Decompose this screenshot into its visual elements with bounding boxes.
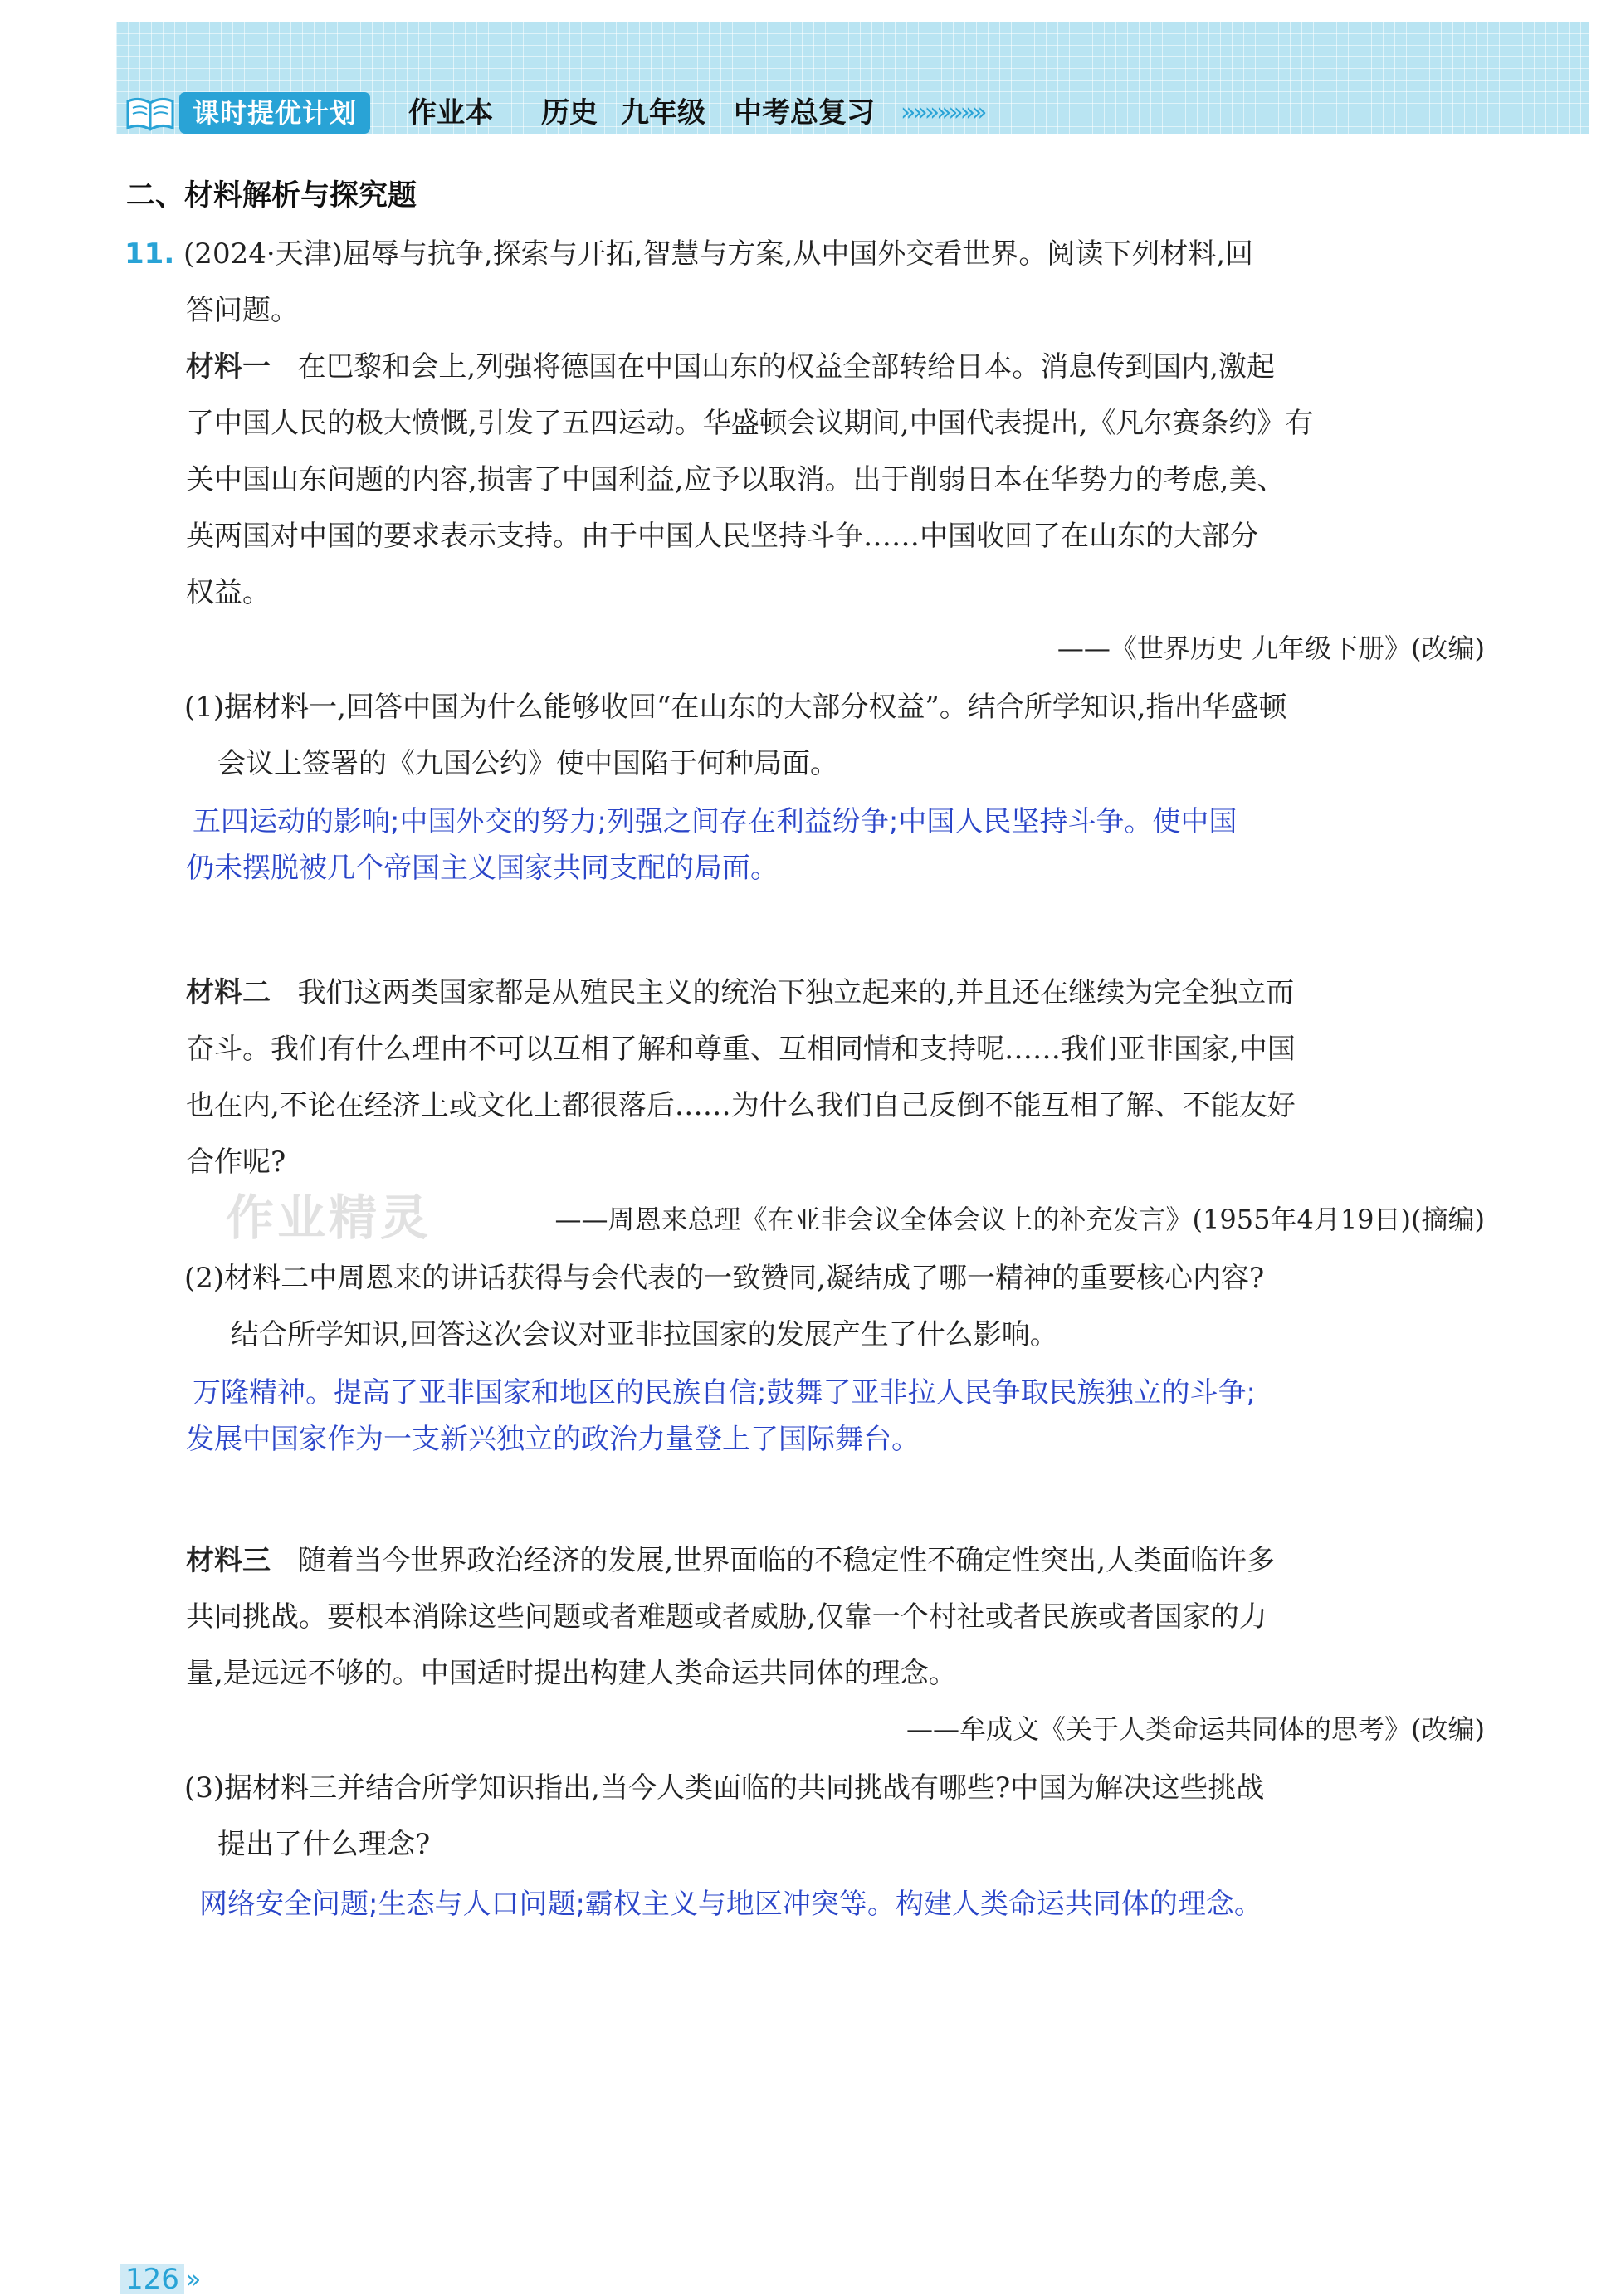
material3-line-3: 量,是远远不够的。中国适时提出构建人类命运共同体的理念。 — [186, 1657, 957, 1690]
header-grade: 九年级 — [621, 96, 705, 129]
q3-line-2: 提出了什么理念? — [217, 1828, 431, 1861]
section-title: 二、材料解析与探究题 — [126, 179, 417, 213]
page-number — [120, 2264, 196, 2294]
material1-line-5: 权益。 — [186, 576, 271, 609]
material1-line-1 — [186, 344, 1275, 384]
material1-text: 在巴黎和会上,列强将德国在中国山东的权益全部转给日本。消息传到国内,激起 — [297, 350, 1276, 383]
material3-line-2: 共同挑战。要根本消除这些问题或者难题或者威胁,仅靠一个村社或者民族或者国家的力 — [186, 1600, 1267, 1634]
question-intro-text: (2024·天津)屈辱与抗争,探索与开拓,智慧与方案,从中国外交看世界。阅读下列材料,回 — [183, 237, 1254, 271]
brand-name: 课时提优计划 — [179, 92, 370, 134]
open-book-icon — [124, 93, 176, 133]
header-subtitle: 作业本 — [408, 96, 493, 129]
watermark: 作业精灵 — [226, 1190, 432, 1246]
header-arrows-icon: »»»»»»» — [901, 98, 984, 127]
material2-line-2: 奋斗。我们有什么理由不可以互相了解和尊重、互相同情和支持呢……我们亚非国家,中国 — [186, 1033, 1296, 1066]
question-intro-line-1 — [124, 231, 1253, 271]
q2-answer-line-1: 万隆精神。提高了亚非国家和地区的民族自信;鼓舞了亚非拉人民争取民族独立的斗争; — [193, 1376, 1256, 1409]
material1-source: ——《世界历史 九年级下册》(改编) — [1057, 633, 1485, 664]
material2-line-1 — [186, 970, 1294, 1010]
q3-line-1: (3)据材料三并结合所学知识指出,当今人类面临的共同挑战有哪些?中国为解决这些挑战 — [184, 1771, 1265, 1805]
q2-line-2: 结合所学知识,回答这次会议对亚非拉国家的发展产生了什么影响。 — [231, 1318, 1058, 1351]
material3-line-1 — [186, 1537, 1275, 1578]
material1-label: 材料一 — [186, 350, 271, 383]
material3-label: 材料三 — [186, 1544, 271, 1577]
q2-answer-line-2: 发展中国家作为一支新兴独立的政治力量登上了国际舞台。 — [186, 1423, 920, 1456]
q1-answer-line-1: 五四运动的影响;中国外交的努力;列强之间存在利益纷争;中国人民坚持斗争。使中国 — [193, 805, 1238, 838]
header-series: 中考总复习 — [734, 96, 875, 129]
brand-logo — [124, 91, 370, 134]
q1-line-1: (1)据材料一,回答中国为什么能够收回“在山东的大部分权益”。结合所学知识,指出华盛顿 — [184, 691, 1287, 724]
q1-answer-line-2: 仍未摆脱被几个帝国主义国家共同支配的局面。 — [186, 852, 779, 885]
q2-line-1: (2)材料二中周恩来的讲话获得与会代表的一致赞同,凝结成了哪一精神的重要核心内容? — [184, 1262, 1265, 1295]
q3-answer-line-1: 网络安全问题;生态与人口问题;霸权主义与地区冲突等。构建人类命运共同体的理念。 — [199, 1888, 1262, 1921]
material3-text: 随着当今世界政治经济的发展,世界面临的不稳定性不确定性突出,人类面临许多 — [297, 1544, 1276, 1577]
chevron-right-icon: » — [185, 2264, 197, 2294]
material2-source: ——周恩来总理《在亚非会议全体会议上的补充发言》(1955年4月19日)(摘编) — [554, 1204, 1485, 1235]
q1-line-2: 会议上签署的《九国公约》使中国陷于何种局面。 — [217, 747, 838, 780]
material2-text: 我们这两类国家都是从殖民主义的统治下独立起来的,并且还在继续为完全独立而 — [297, 976, 1295, 1009]
material2-label: 材料二 — [186, 976, 271, 1009]
material3-source: ——牟成文《关于人类命运共同体的思考》(改编) — [906, 1713, 1485, 1745]
material1-line-2: 了中国人民的极大愤慨,引发了五四运动。华盛顿会议期间,中国代表提出,《凡尔赛条约》有 — [186, 407, 1314, 440]
material2-line-4: 合作呢? — [186, 1146, 286, 1179]
page-number-value: 126 — [120, 2264, 184, 2294]
material1-line-3: 关中国山东问题的内容,损害了中国利益,应予以取消。出于削弱日本在华势力的考虑,美、 — [186, 463, 1286, 496]
question-number: 11. — [124, 237, 175, 271]
material2-line-3: 也在内,不论在经济上或文化上都很落后……为什么我们自己反倒不能互相了解、不能友好 — [186, 1089, 1296, 1122]
question-intro-line-2: 答问题。 — [186, 294, 299, 327]
header-subject: 历史 — [541, 96, 598, 129]
material1-line-4: 英两国对中国的要求表示支持。由于中国人民坚持斗争……中国收回了在山东的大部分 — [186, 520, 1258, 553]
